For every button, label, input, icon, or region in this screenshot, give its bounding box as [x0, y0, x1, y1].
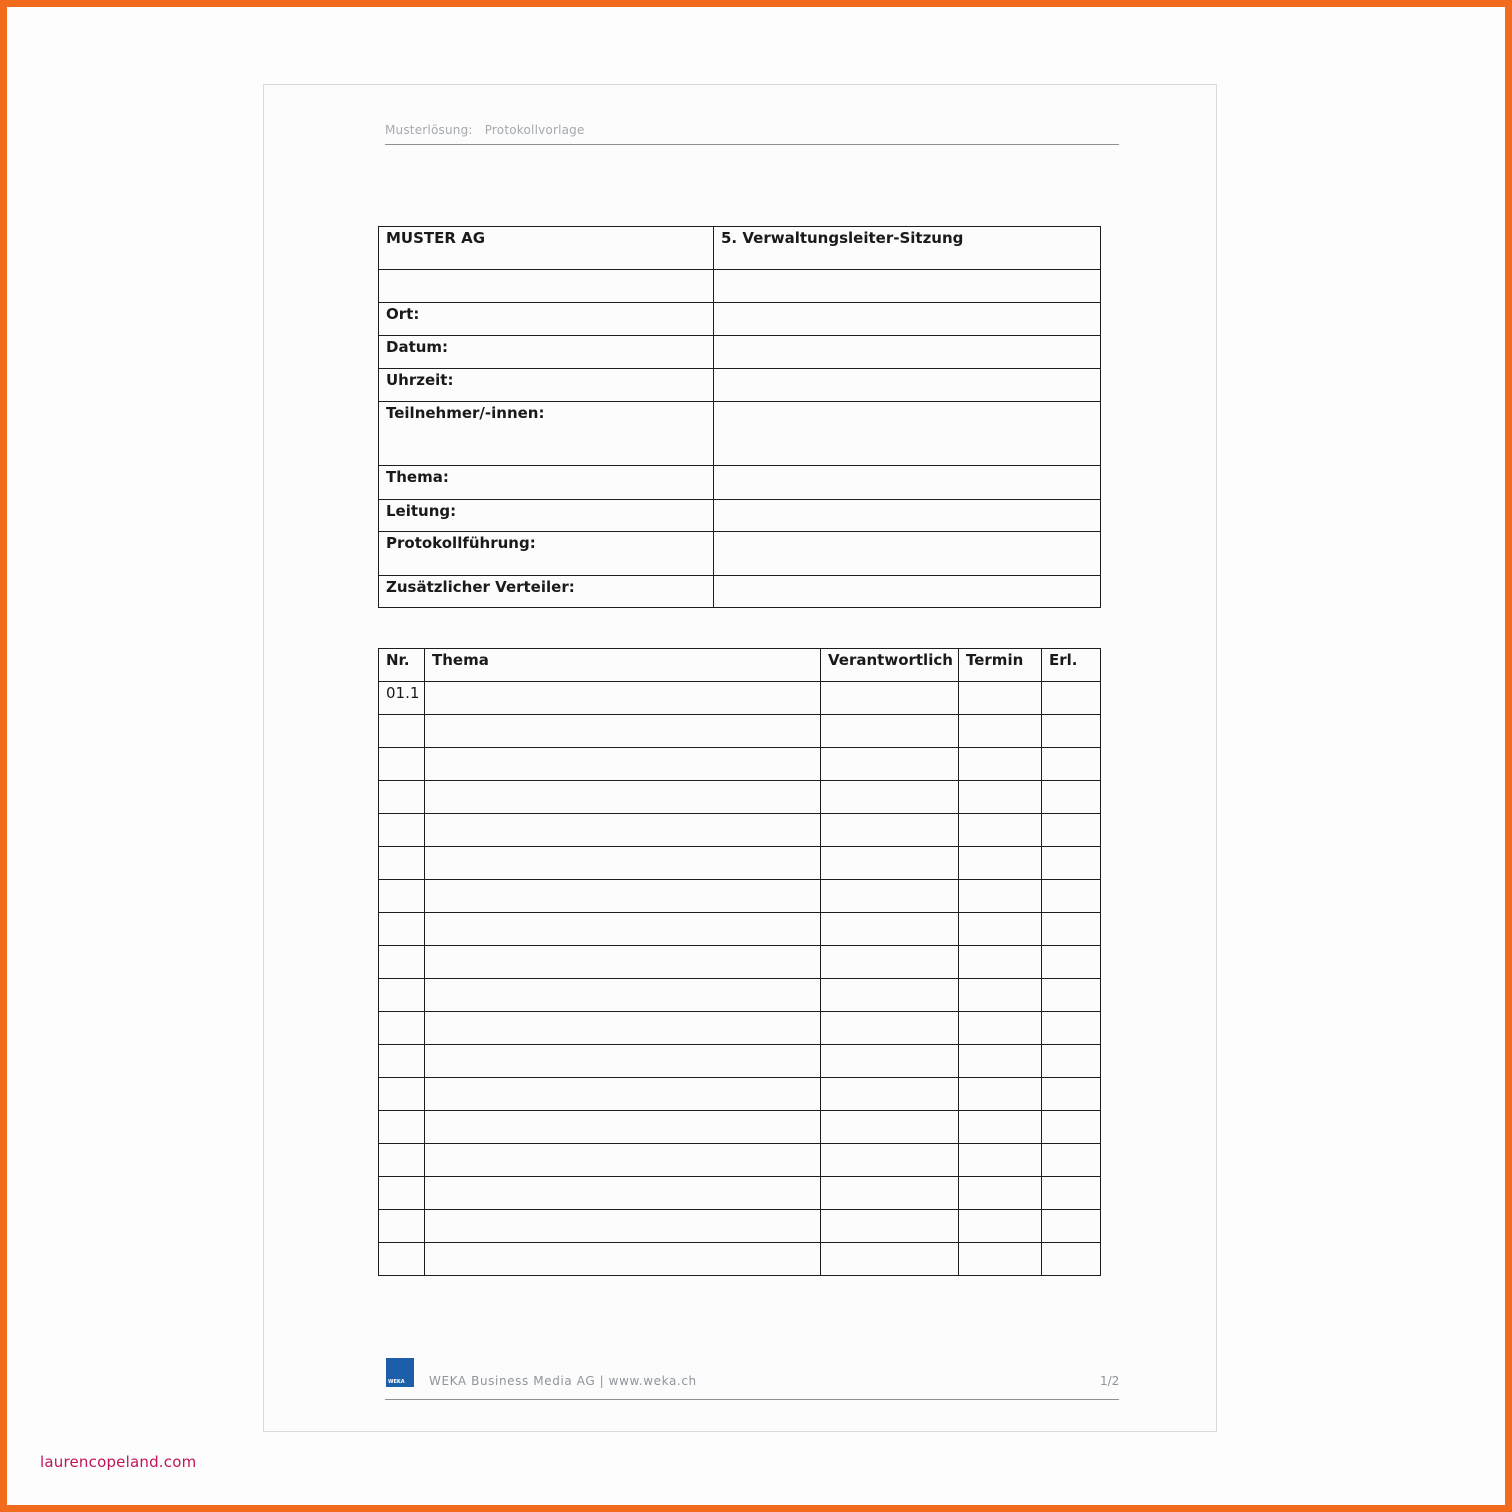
nr-cell[interactable] [379, 814, 425, 847]
thema-cell[interactable] [425, 913, 821, 946]
thema-cell[interactable] [425, 1177, 821, 1210]
agenda-row [379, 1111, 1101, 1144]
info-label: Thema: [379, 466, 714, 500]
info-row-uhrzeit [379, 369, 1101, 402]
erl-cell[interactable] [1042, 946, 1101, 979]
uhrzeit-value[interactable] [714, 369, 1101, 402]
agenda-row [379, 913, 1101, 946]
info-label: Datum: [379, 336, 714, 369]
info-label: Zusätzlicher Verteiler: [379, 576, 714, 608]
nr-cell[interactable] [379, 1012, 425, 1045]
agenda-row [379, 1243, 1101, 1276]
verantwortlich-cell[interactable] [821, 1243, 959, 1276]
datum-value[interactable] [714, 336, 1101, 369]
col-header-erl: Erl. [1042, 649, 1101, 682]
termin-cell[interactable] [959, 979, 1042, 1012]
col-header-termin: Termin [959, 649, 1042, 682]
erl-cell[interactable] [1042, 814, 1101, 847]
termin-cell[interactable] [959, 715, 1042, 748]
page-header [385, 123, 585, 137]
info-label: Uhrzeit: [379, 369, 714, 402]
weka-logo-text: WEKA [388, 1379, 405, 1385]
erl-cell[interactable] [1042, 1012, 1101, 1045]
erl-cell[interactable] [1042, 880, 1101, 913]
agenda-row [379, 1210, 1101, 1243]
nr-cell[interactable] [379, 715, 425, 748]
termin-cell[interactable] [959, 1111, 1042, 1144]
verantwortlich-cell[interactable] [821, 1177, 959, 1210]
erl-cell[interactable] [1042, 979, 1101, 1012]
info-row-leitung [379, 500, 1101, 532]
info-row-ort [379, 303, 1101, 336]
agenda-row [379, 847, 1101, 880]
agenda-row [379, 682, 1101, 715]
info-label: Leitung: [379, 500, 714, 532]
erl-cell[interactable] [1042, 913, 1101, 946]
verteiler-value[interactable] [714, 576, 1101, 608]
thema-cell[interactable] [425, 946, 821, 979]
erl-cell[interactable] [1042, 1177, 1101, 1210]
leitung-value[interactable] [714, 500, 1101, 532]
nr-cell[interactable] [379, 1078, 425, 1111]
verantwortlich-cell[interactable] [821, 814, 959, 847]
nr-cell[interactable] [379, 979, 425, 1012]
termin-cell[interactable] [959, 913, 1042, 946]
agenda-header-row [379, 649, 1101, 682]
thema-cell[interactable] [425, 682, 821, 715]
thema-cell[interactable] [425, 1045, 821, 1078]
agenda-row [379, 946, 1101, 979]
verantwortlich-cell[interactable] [821, 1111, 959, 1144]
col-header-thema: Thema [425, 649, 821, 682]
header-divider [385, 144, 1119, 145]
company-name: MUSTER AG [379, 227, 714, 270]
erl-cell[interactable] [1042, 847, 1101, 880]
termin-cell[interactable] [959, 1210, 1042, 1243]
header-title: Protokollvorlage [484, 123, 585, 137]
nr-cell[interactable] [379, 1210, 425, 1243]
thema-cell[interactable] [425, 880, 821, 913]
verantwortlich-cell[interactable] [821, 913, 959, 946]
info-label: Ort: [379, 303, 714, 336]
termin-cell[interactable] [959, 1144, 1042, 1177]
erl-cell[interactable] [1042, 748, 1101, 781]
agenda-row [379, 748, 1101, 781]
erl-cell[interactable] [1042, 1045, 1101, 1078]
info-row-protokollfuehrung [379, 532, 1101, 576]
nr-cell[interactable] [379, 880, 425, 913]
info-row [379, 270, 1101, 303]
agenda-row [379, 781, 1101, 814]
erl-cell[interactable] [1042, 1144, 1101, 1177]
termin-cell[interactable] [959, 682, 1042, 715]
nr-cell[interactable]: 01.1 [379, 682, 425, 715]
nr-cell[interactable] [379, 946, 425, 979]
header-label: Musterlösung: [385, 123, 473, 137]
termin-cell[interactable] [959, 781, 1042, 814]
thema-cell[interactable] [425, 781, 821, 814]
col-header-verantwortlich: Verantwortlich [821, 649, 959, 682]
footer-divider [385, 1399, 1119, 1400]
ort-value[interactable] [714, 303, 1101, 336]
verantwortlich-cell[interactable] [821, 1210, 959, 1243]
termin-cell[interactable] [959, 814, 1042, 847]
meeting-info-table [378, 226, 1101, 608]
protokollfuehrung-value[interactable] [714, 532, 1101, 576]
erl-cell[interactable] [1042, 715, 1101, 748]
thema-value[interactable] [714, 466, 1101, 500]
col-header-nr: Nr. [379, 649, 425, 682]
verantwortlich-cell[interactable] [821, 1012, 959, 1045]
info-row-teilnehmer [379, 402, 1101, 466]
erl-cell[interactable] [1042, 1078, 1101, 1111]
info-label [379, 270, 714, 303]
nr-cell[interactable] [379, 1177, 425, 1210]
verantwortlich-cell[interactable] [821, 1078, 959, 1111]
termin-cell[interactable] [959, 880, 1042, 913]
nr-cell[interactable] [379, 1045, 425, 1078]
termin-cell[interactable] [959, 1012, 1042, 1045]
nr-cell[interactable] [379, 1243, 425, 1276]
document-page [263, 84, 1217, 1432]
erl-cell[interactable] [1042, 682, 1101, 715]
nr-cell[interactable] [379, 748, 425, 781]
verantwortlich-cell[interactable] [821, 748, 959, 781]
thema-cell[interactable] [425, 847, 821, 880]
thema-cell[interactable] [425, 748, 821, 781]
agenda-row [379, 1144, 1101, 1177]
nr-cell[interactable] [379, 781, 425, 814]
thema-cell[interactable] [425, 1078, 821, 1111]
weka-logo [386, 1358, 414, 1387]
info-row-thema [379, 466, 1101, 500]
erl-cell[interactable] [1042, 781, 1101, 814]
agenda-row [379, 1078, 1101, 1111]
thema-cell[interactable] [425, 979, 821, 1012]
nr-cell[interactable] [379, 1144, 425, 1177]
agenda-row [379, 880, 1101, 913]
info-value[interactable] [714, 270, 1101, 303]
verantwortlich-cell[interactable] [821, 946, 959, 979]
agenda-row [379, 979, 1101, 1012]
footer-company: WEKA Business Media AG | www.weka.ch [429, 1374, 697, 1388]
nr-cell[interactable] [379, 847, 425, 880]
info-header-row [379, 227, 1101, 270]
thema-cell[interactable] [425, 814, 821, 847]
teilnehmer-value[interactable] [714, 402, 1101, 466]
agenda-row [379, 1012, 1101, 1045]
verantwortlich-cell[interactable] [821, 715, 959, 748]
info-row-datum [379, 336, 1101, 369]
agenda-table [378, 648, 1101, 1276]
thema-cell[interactable] [425, 1243, 821, 1276]
termin-cell[interactable] [959, 748, 1042, 781]
thema-cell[interactable] [425, 715, 821, 748]
thema-cell[interactable] [425, 1111, 821, 1144]
nr-cell[interactable] [379, 1111, 425, 1144]
agenda-row [379, 1045, 1101, 1078]
termin-cell[interactable] [959, 847, 1042, 880]
verantwortlich-cell[interactable] [821, 979, 959, 1012]
nr-cell[interactable] [379, 913, 425, 946]
verantwortlich-cell[interactable] [821, 1144, 959, 1177]
erl-cell[interactable] [1042, 1111, 1101, 1144]
agenda-row [379, 1177, 1101, 1210]
verantwortlich-cell[interactable] [821, 781, 959, 814]
thema-cell[interactable] [425, 1012, 821, 1045]
info-label: Teilnehmer/-innen: [379, 402, 714, 466]
agenda-row [379, 814, 1101, 847]
page-number: 1/2 [1100, 1374, 1120, 1388]
agenda-row [379, 715, 1101, 748]
verantwortlich-cell[interactable] [821, 1045, 959, 1078]
termin-cell[interactable] [959, 1243, 1042, 1276]
termin-cell[interactable] [959, 1045, 1042, 1078]
watermark: laurencopeland.com [40, 1453, 197, 1471]
termin-cell[interactable] [959, 946, 1042, 979]
meeting-title: 5. Verwaltungsleiter-Sitzung [714, 227, 1101, 270]
info-label: Protokollführung: [379, 532, 714, 576]
verantwortlich-cell[interactable] [821, 847, 959, 880]
info-row-verteiler [379, 576, 1101, 608]
verantwortlich-cell[interactable] [821, 682, 959, 715]
termin-cell[interactable] [959, 1078, 1042, 1111]
thema-cell[interactable] [425, 1144, 821, 1177]
erl-cell[interactable] [1042, 1243, 1101, 1276]
termin-cell[interactable] [959, 1177, 1042, 1210]
thema-cell[interactable] [425, 1210, 821, 1243]
verantwortlich-cell[interactable] [821, 880, 959, 913]
erl-cell[interactable] [1042, 1210, 1101, 1243]
